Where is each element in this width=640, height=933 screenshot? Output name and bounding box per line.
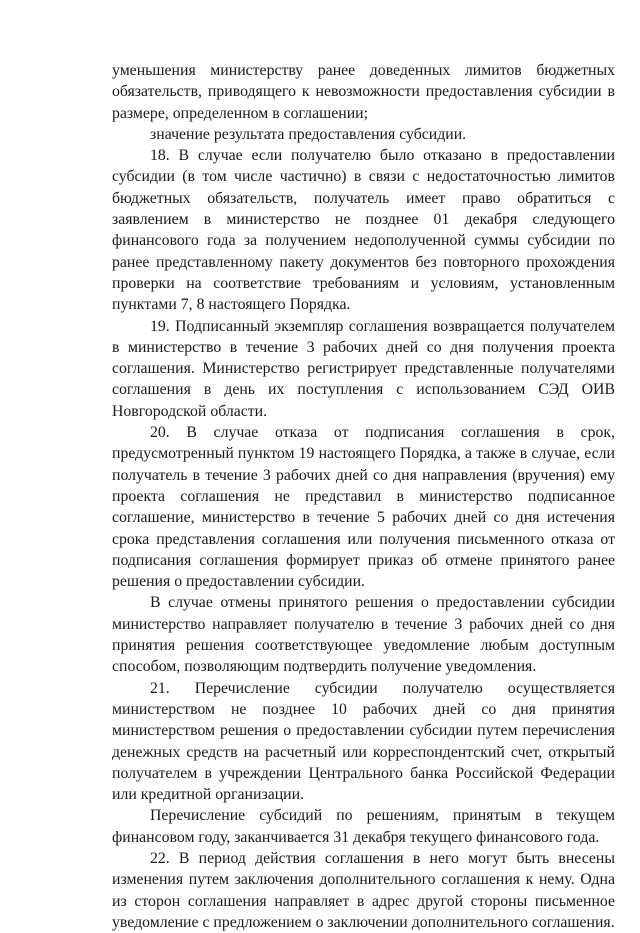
paragraph-18: 18. В случае если получателю было отказано в предоставлении субсидии (в том числе частично) в связи с недостаточностью лимитов бюджетных обязательств, получатель имеет право обратиться с заявлением в министерство не позднее 01 декабря следующего финансового года за получением недополученной суммы субсидии по ранее представленному пакету документов без повторного прохождения проверки на соответствие требованиям и условиям, установленным пунктами 7, 8 настоящего Порядка. [112,147,615,314]
paragraph-21-continuation: Перечисление субсидий по решениям, принятым в текущем финансовом году, заканчивается 31 декабря текущего финансового года. [112,807,615,846]
paragraph-continuation: уменьшения министерству ранее доведенных лимитов бюджетных обязательств, приводящего к невозможности предоставления субсидии в размере, определенном в соглашении; [112,62,615,122]
paragraph-20-continuation: В случае отмены принятого решения о предоставлении субсидии министерство направляет получателю в течение 3 рабочих дней со дня принятия решения соответствующее уведомление любым доступным способом, позволяющим подтвердить получение уведомления. [112,594,615,676]
paragraph-continuation-result: значение результата предоставления субсидии. [150,125,467,143]
document-page [112,60,615,933]
paragraph-20: 20. В случае отказа от подписания соглашения в срок, предусмотренный пунктом 19 настоящего Порядка, а также в случае, если получатель в течение 3 рабочих дней со дня направления (вручения) ему проекта соглашения не представил в министерство подписанное соглашение, министерство в течение 5 рабочих дней со дня истечения срока представления соглашения или получения письменного отказа от подписания соглашения формирует приказ об отмене принятого ранее решения о предоставлении субсидии. [112,424,615,591]
paragraph-21: 21. Перечисление субсидии получателю осуществляется министерством не позднее 10 рабочих дней со дня принятия министерством решения о предоставлении субсидии путем перечисления денежных средств на расчетный или корреспондентский счет, открытый получателем в учреждении Центрального банка Российской Федерации или кредитной организации. [112,679,615,804]
paragraph-19: 19. Подписанный экземпляр соглашения возвращается получателем в министерство в течение 3 рабочих дней со дня получения проекта соглашения. Министерство регистрирует представленные получателями соглашения в день их поступления с использованием СЭД ОИВ Новгородской области. [112,317,615,420]
paragraph-22: 22. В период действия соглашения в него могут быть внесены изменения путем заключения дополнительного соглашения к нему. Одна из сторон соглашения направляет в адрес другой стороны письменное уведомление с предложением о заключении дополнительного соглашения. [112,849,615,931]
